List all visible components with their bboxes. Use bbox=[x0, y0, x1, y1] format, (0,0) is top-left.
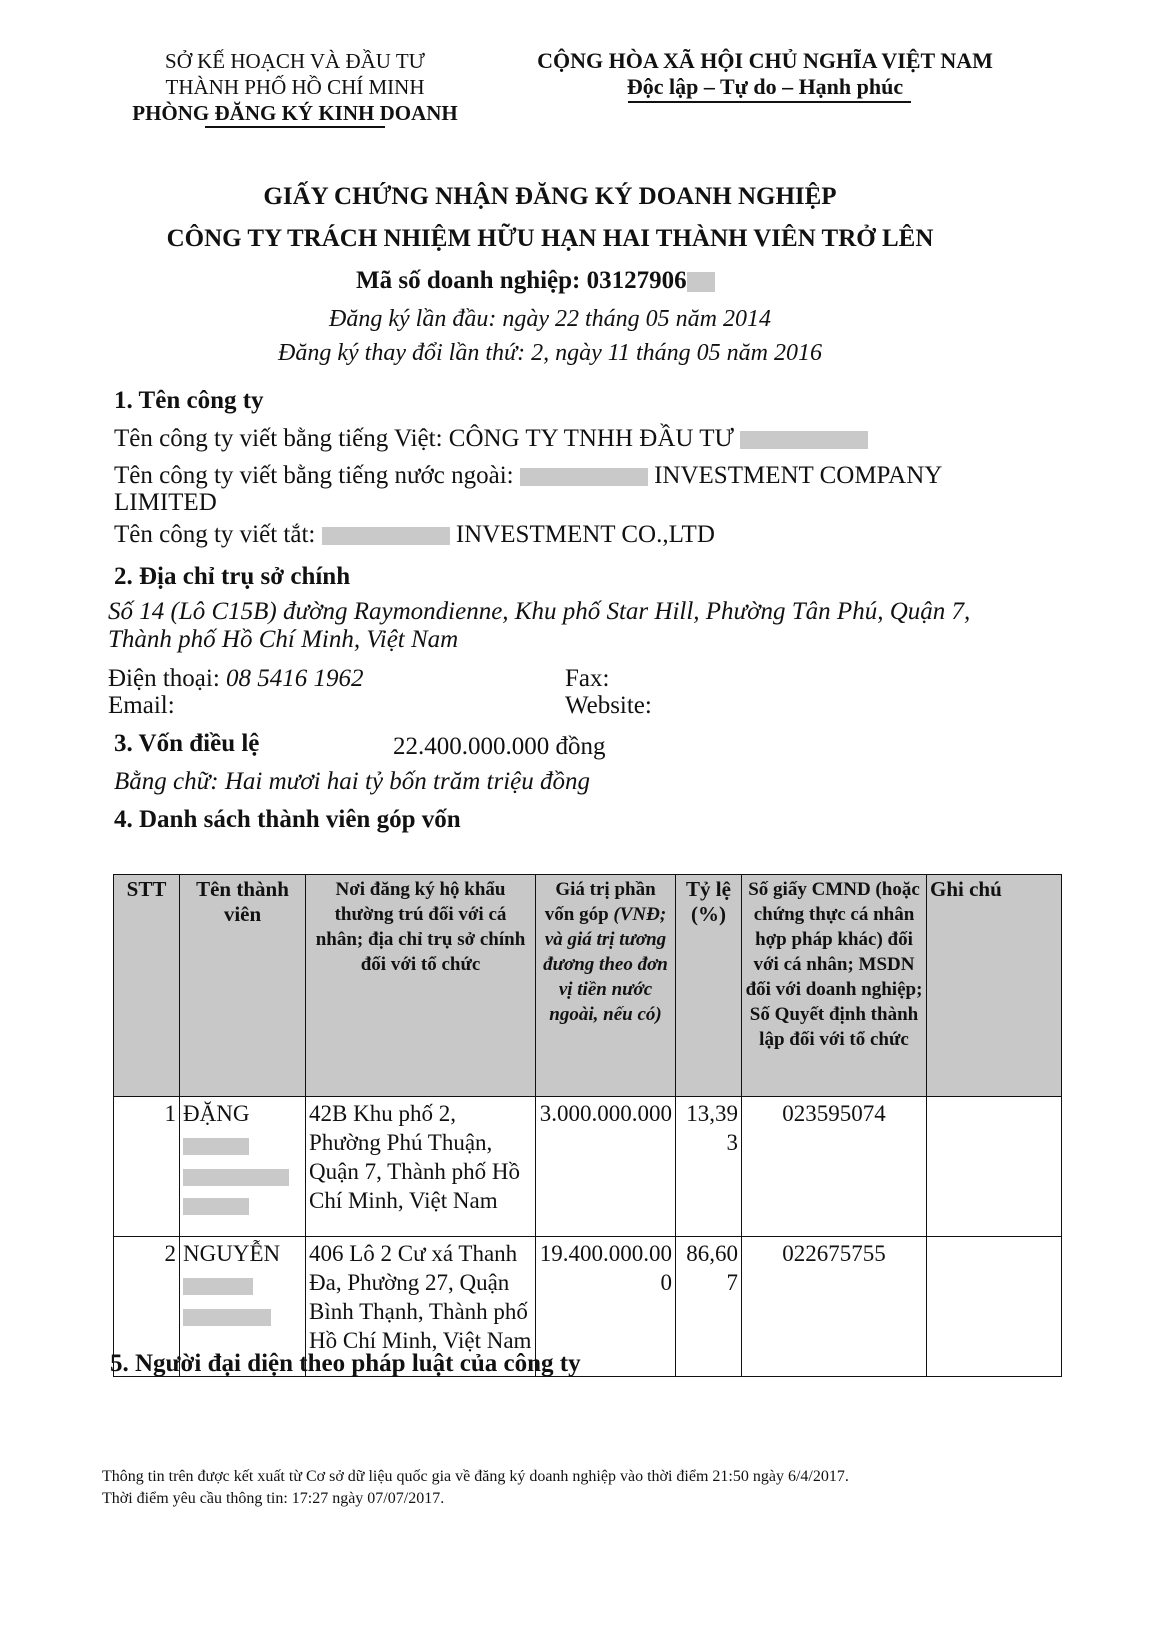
section3-heading: 3. Vốn điều lệ bbox=[114, 730, 260, 757]
row-id: 023595074 bbox=[742, 1097, 927, 1237]
redacted-block bbox=[183, 1169, 289, 1186]
redacted-block bbox=[183, 1278, 253, 1295]
redacted-block bbox=[520, 468, 648, 486]
redacted-block bbox=[183, 1309, 271, 1326]
header-left bbox=[110, 48, 480, 126]
row-name: ĐẶNG bbox=[183, 1101, 250, 1126]
agency-line-2: THÀNH PHỐ HỒ CHÍ MINH bbox=[165, 75, 425, 99]
row-id: 022675755 bbox=[742, 1237, 927, 1377]
row-stt: 1 bbox=[114, 1097, 180, 1237]
country-name: CỘNG HÒA XÃ HỘI CHỦ NGHĨA VIỆT NAM bbox=[537, 48, 993, 73]
members-table bbox=[113, 874, 1062, 1377]
row-name-cell bbox=[180, 1097, 306, 1237]
table-row bbox=[114, 1097, 1062, 1237]
col-value bbox=[536, 875, 676, 1097]
redacted-name bbox=[183, 1128, 302, 1215]
first-registration: Đăng ký lần đầu: ngày 22 tháng 05 năm 2014 bbox=[329, 306, 771, 332]
header-right bbox=[510, 48, 1020, 100]
footer-line-2: Thời điểm yêu cầu thông tin: 17:27 ngày 07/07/2017. bbox=[102, 1490, 445, 1507]
row-name: NGUYỄN bbox=[183, 1241, 281, 1266]
website-label: Website: bbox=[565, 692, 652, 719]
foreign-name-label: Tên công ty viết bằng tiếng nước ngoài: bbox=[114, 462, 514, 489]
email-label: Email: bbox=[108, 692, 175, 719]
company-type: CÔNG TY TRÁCH NHIỆM HỮU HẠN HAI THÀNH VIÊN TRỞ LÊN bbox=[166, 225, 934, 252]
motto: Độc lập – Tự do – Hạnh phúc bbox=[626, 74, 904, 99]
charter-capital-words: Bằng chữ: Hai mươi hai tỷ bốn trăm triệu đồng bbox=[114, 768, 590, 795]
address-line-1: Số 14 (Lô C15B) đường Raymondienne, Khu phố Star Hill, Phường Tân Phú, Quận 7, bbox=[108, 598, 971, 625]
address-line-2: Thành phố Hồ Chí Minh, Việt Nam bbox=[108, 626, 459, 653]
table-header-row bbox=[114, 875, 1062, 1097]
row-address: 406 Lô 2 Cư xá Thanh Đa, Phường 27, Quận Bình Thạnh, Thành phố Hồ Chí Minh, Việt Nam bbox=[306, 1237, 536, 1377]
fax-label: Fax: bbox=[565, 665, 610, 692]
agency-line-1: SỞ KẾ HOẠCH VÀ ĐẦU TƯ bbox=[165, 49, 425, 73]
short-name-label: Tên công ty viết tắt: bbox=[114, 521, 316, 548]
col-value-title: Giá trị phần vốn góp bbox=[544, 879, 656, 925]
foreign-name-suffix: INVESTMENT COMPANY bbox=[654, 462, 943, 489]
header-left-underline bbox=[205, 126, 385, 128]
change-registration: Đăng ký thay đổi lần thứ: 2, ngày 11 tháng 05 năm 2016 bbox=[278, 340, 822, 366]
redacted-block bbox=[183, 1198, 249, 1215]
section2-heading: 2. Địa chỉ trụ sở chính bbox=[114, 563, 351, 590]
row-ratio: 13,393 bbox=[676, 1097, 742, 1237]
row-note bbox=[927, 1237, 1062, 1377]
phone-row bbox=[108, 665, 364, 693]
row-value: 19.400.000.000 bbox=[536, 1237, 676, 1377]
col-value-note: (VNĐ; và giá trị tương đương theo đơn vị tiền nước ngoài, nếu có) bbox=[543, 904, 668, 1025]
col-address: Nơi đăng ký hộ khẩu thường trú đối với cá nhân; địa chỉ trụ sở chính đối với tổ chức bbox=[306, 875, 536, 1097]
row-address: 42B Khu phố 2, Phường Phú Thuận, Quận 7, Thành phố Hồ Chí Minh, Việt Nam bbox=[306, 1097, 536, 1237]
redacted-name bbox=[183, 1268, 302, 1326]
col-note: Ghi chú bbox=[927, 875, 1062, 1097]
row-note bbox=[927, 1097, 1062, 1237]
footer-line-1: Thông tin trên được kết xuất từ Cơ sở dữ liệu quốc gia về đăng ký doanh nghiệp vào thời điểm 21:50 ngày 6/4/2017. bbox=[102, 1468, 849, 1485]
col-stt: STT bbox=[114, 875, 180, 1097]
col-name: Tên thành viên bbox=[180, 875, 306, 1097]
section1-heading: 1. Tên công ty bbox=[114, 387, 264, 414]
col-id: Số giấy CMND (hoặc chứng thực cá nhân hợp pháp khác) đối với cá nhân; MSDN đối với doanh nghiệp; Số Quyết định thành lập đối với tổ chức bbox=[742, 875, 927, 1097]
phone-label: Điện thoại: bbox=[108, 665, 220, 692]
redacted-block bbox=[322, 527, 450, 545]
enterprise-code-label: Mã số doanh nghiệp: 03127906 bbox=[356, 267, 687, 294]
row-stt: 2 bbox=[114, 1237, 180, 1377]
redacted-block bbox=[740, 431, 868, 449]
enterprise-code bbox=[356, 267, 715, 295]
company-name-foreign-line2: LIMITED bbox=[114, 489, 217, 516]
phone-value: 08 5416 1962 bbox=[226, 665, 364, 692]
row-value: 3.000.000.000 bbox=[536, 1097, 676, 1237]
charter-capital-amount: 22.400.000.000 đồng bbox=[393, 733, 606, 760]
section4-heading: 4. Danh sách thành viên góp vốn bbox=[114, 806, 461, 833]
agency-line-3: PHÒNG ĐĂNG KÝ KINH DOANH bbox=[132, 101, 458, 125]
header-right-underline bbox=[628, 101, 911, 103]
certificate-title: GIẤY CHỨNG NHẬN ĐĂNG KÝ DOANH NGHIỆP bbox=[263, 183, 837, 210]
section5-heading: 5. Người đại diện theo pháp luật của công ty bbox=[110, 1350, 581, 1377]
company-name-short bbox=[114, 521, 715, 549]
redacted-block bbox=[183, 1138, 249, 1155]
redacted-block bbox=[687, 272, 715, 292]
row-ratio: 86,607 bbox=[676, 1237, 742, 1377]
short-name-suffix: INVESTMENT CO.,LTD bbox=[455, 521, 715, 548]
viet-name-text: Tên công ty viết bằng tiếng Việt: CÔNG TY TNHH ĐẦU TƯ bbox=[114, 425, 734, 452]
col-ratio: Tỷ lệ (%) bbox=[676, 875, 742, 1097]
company-name-foreign bbox=[114, 462, 942, 490]
company-name-vietnamese bbox=[114, 425, 868, 453]
